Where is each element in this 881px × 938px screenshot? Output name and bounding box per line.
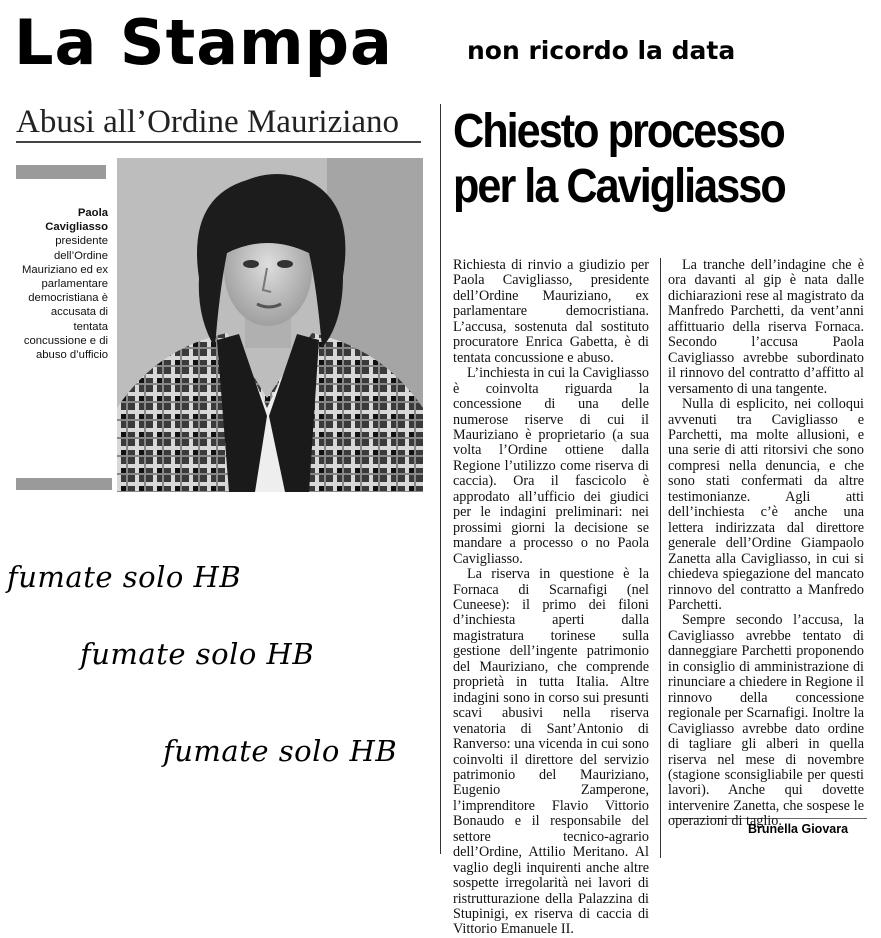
handwritten-note: fumate solo HB: [163, 734, 398, 768]
caption-text: presidente dell’Ordine Mauriziano ed ex parlamentare democristiana è accusata di tentata concussione e di abuso d’ufficio: [21, 235, 108, 362]
article-paragraph: Richiesta di rinvio a giudizio per Paola Cavigliasso, presidente dell’Ordine Mauriziano, ex parlamentare democristiana. L’accusa, sostenuta dal sostituto procuratore Enrica Gabetta, è di tentata concussione e abuso.: [453, 257, 649, 366]
caption-top-bar: [16, 165, 106, 179]
photo-caption: [16, 206, 108, 362]
date-note: non ricordo la data: [467, 36, 736, 65]
article-paragraph: Sempre secondo l’accusa, la Cavigliasso avrebbe tentato di danneggiare Parchetti proponendo in consiglio di amministrazione di rinunciare a chiedere in Regione il rinnovo della concessione regionale per Scarnafigi. Inoltre la Cavigliasso avrebbe dato ordine di tagliare gli alberi in quella riserva nel mese di novembre (stagione sconsigliabile per questi lavori). Anche qui dovette intervenire Zanetta, che sospese le operazioni di taglio.: [668, 612, 864, 830]
column-divider-left: [440, 104, 441, 854]
headline-line-1: Chiesto processo: [453, 105, 784, 158]
article-column-2: [668, 258, 864, 830]
section-kicker: Abusi all’Ordine Mauriziano: [16, 104, 400, 140]
handwritten-note: fumate solo HB: [80, 637, 315, 671]
kicker-rule: [16, 141, 421, 143]
portrait-photo: [117, 158, 423, 492]
author-byline: Brunella Giovara: [748, 822, 849, 836]
headline-line-2: per la Cavigliasso: [453, 160, 785, 213]
newspaper-masthead: La Stampa: [14, 6, 393, 79]
article-paragraph: La tranche dell’indagine che è ora davanti al gip è nata dalle dichiarazioni rese al magistrato da Manfredo Parchetti, da vent’anni affittuario della riserva Fornaca. Secondo l’accusa Paola Cavigliasso avrebbe subordinato il rinnovo del contratto d’affitto al versamento di una tangente.: [668, 257, 864, 397]
article-headline: [453, 104, 831, 214]
article-paragraph: Nulla di esplicito, nei colloqui avvenuti tra Cavigliasso e Parchetti, ma molte allusioni, e una serie di atti ritorsivi che sono compresi nella denuncia, e che sono stati confermati da altre testimonianze. Agli atti dell’inchiesta c’è anche una lettera indirizzata dal direttore generale dell’Ordine Giampaolo Zanetta alla Cavigliasso, in cui si chiedeva spiegazione del mancato rinnovo del contratto a Manfredo Parchetti.: [668, 396, 864, 613]
article-paragraph: L’inchiesta in cui la Cavigliasso è coinvolta riguarda la concessione di una delle numerose riserve di cui il Mauriziano è proprietario (a sua volta l’Ordine ottiene dalla Regione l’utilizzo come riserva di caccia). Ora il fascicolo è approdato all’ufficio dei giudici per le indagini preliminari: nei prossimi giorni la decisione se mandare a processo o no Paola Cavigliasso.: [453, 365, 649, 567]
handwritten-note: fumate solo HB: [7, 560, 242, 594]
article-paragraph: La riserva in questione è la Fornaca di Scarnafigi (nel Cuneese): il primo dei filoni d’inchiesta aperti dalla magistratura torinese sulla gestione dell’ingente patrimonio del Mauriziano, che comprende proprietà in tutta Italia. Altre indagini sono in corso sui presunti scavi abusivi nella riserva venatoria di Sant’Antonio di Ranverso: una vicenda in cui sono coinvolti il direttore del servizio patrimonio del Mauriziano, Eugenio Zamperone, l’imprenditore Flavio Vittorio Bonaudo e il responsabile del settore tecnico-agrario dell’Ordine, Attilio Meritano. Al vaglio degli inquirenti anche altre sospette irregolarità nei lavori di ristrutturazione della Palazzina di Stupinigi, ex riserva di caccia di Vittorio Emanuele II.: [453, 566, 649, 938]
portrait-illustration: [117, 158, 423, 492]
caption-name: Paola Cavigliasso: [45, 207, 108, 234]
article-column-1: [453, 258, 649, 938]
caption-bottom-bar: [16, 478, 112, 490]
column-divider-middle: [660, 258, 661, 858]
